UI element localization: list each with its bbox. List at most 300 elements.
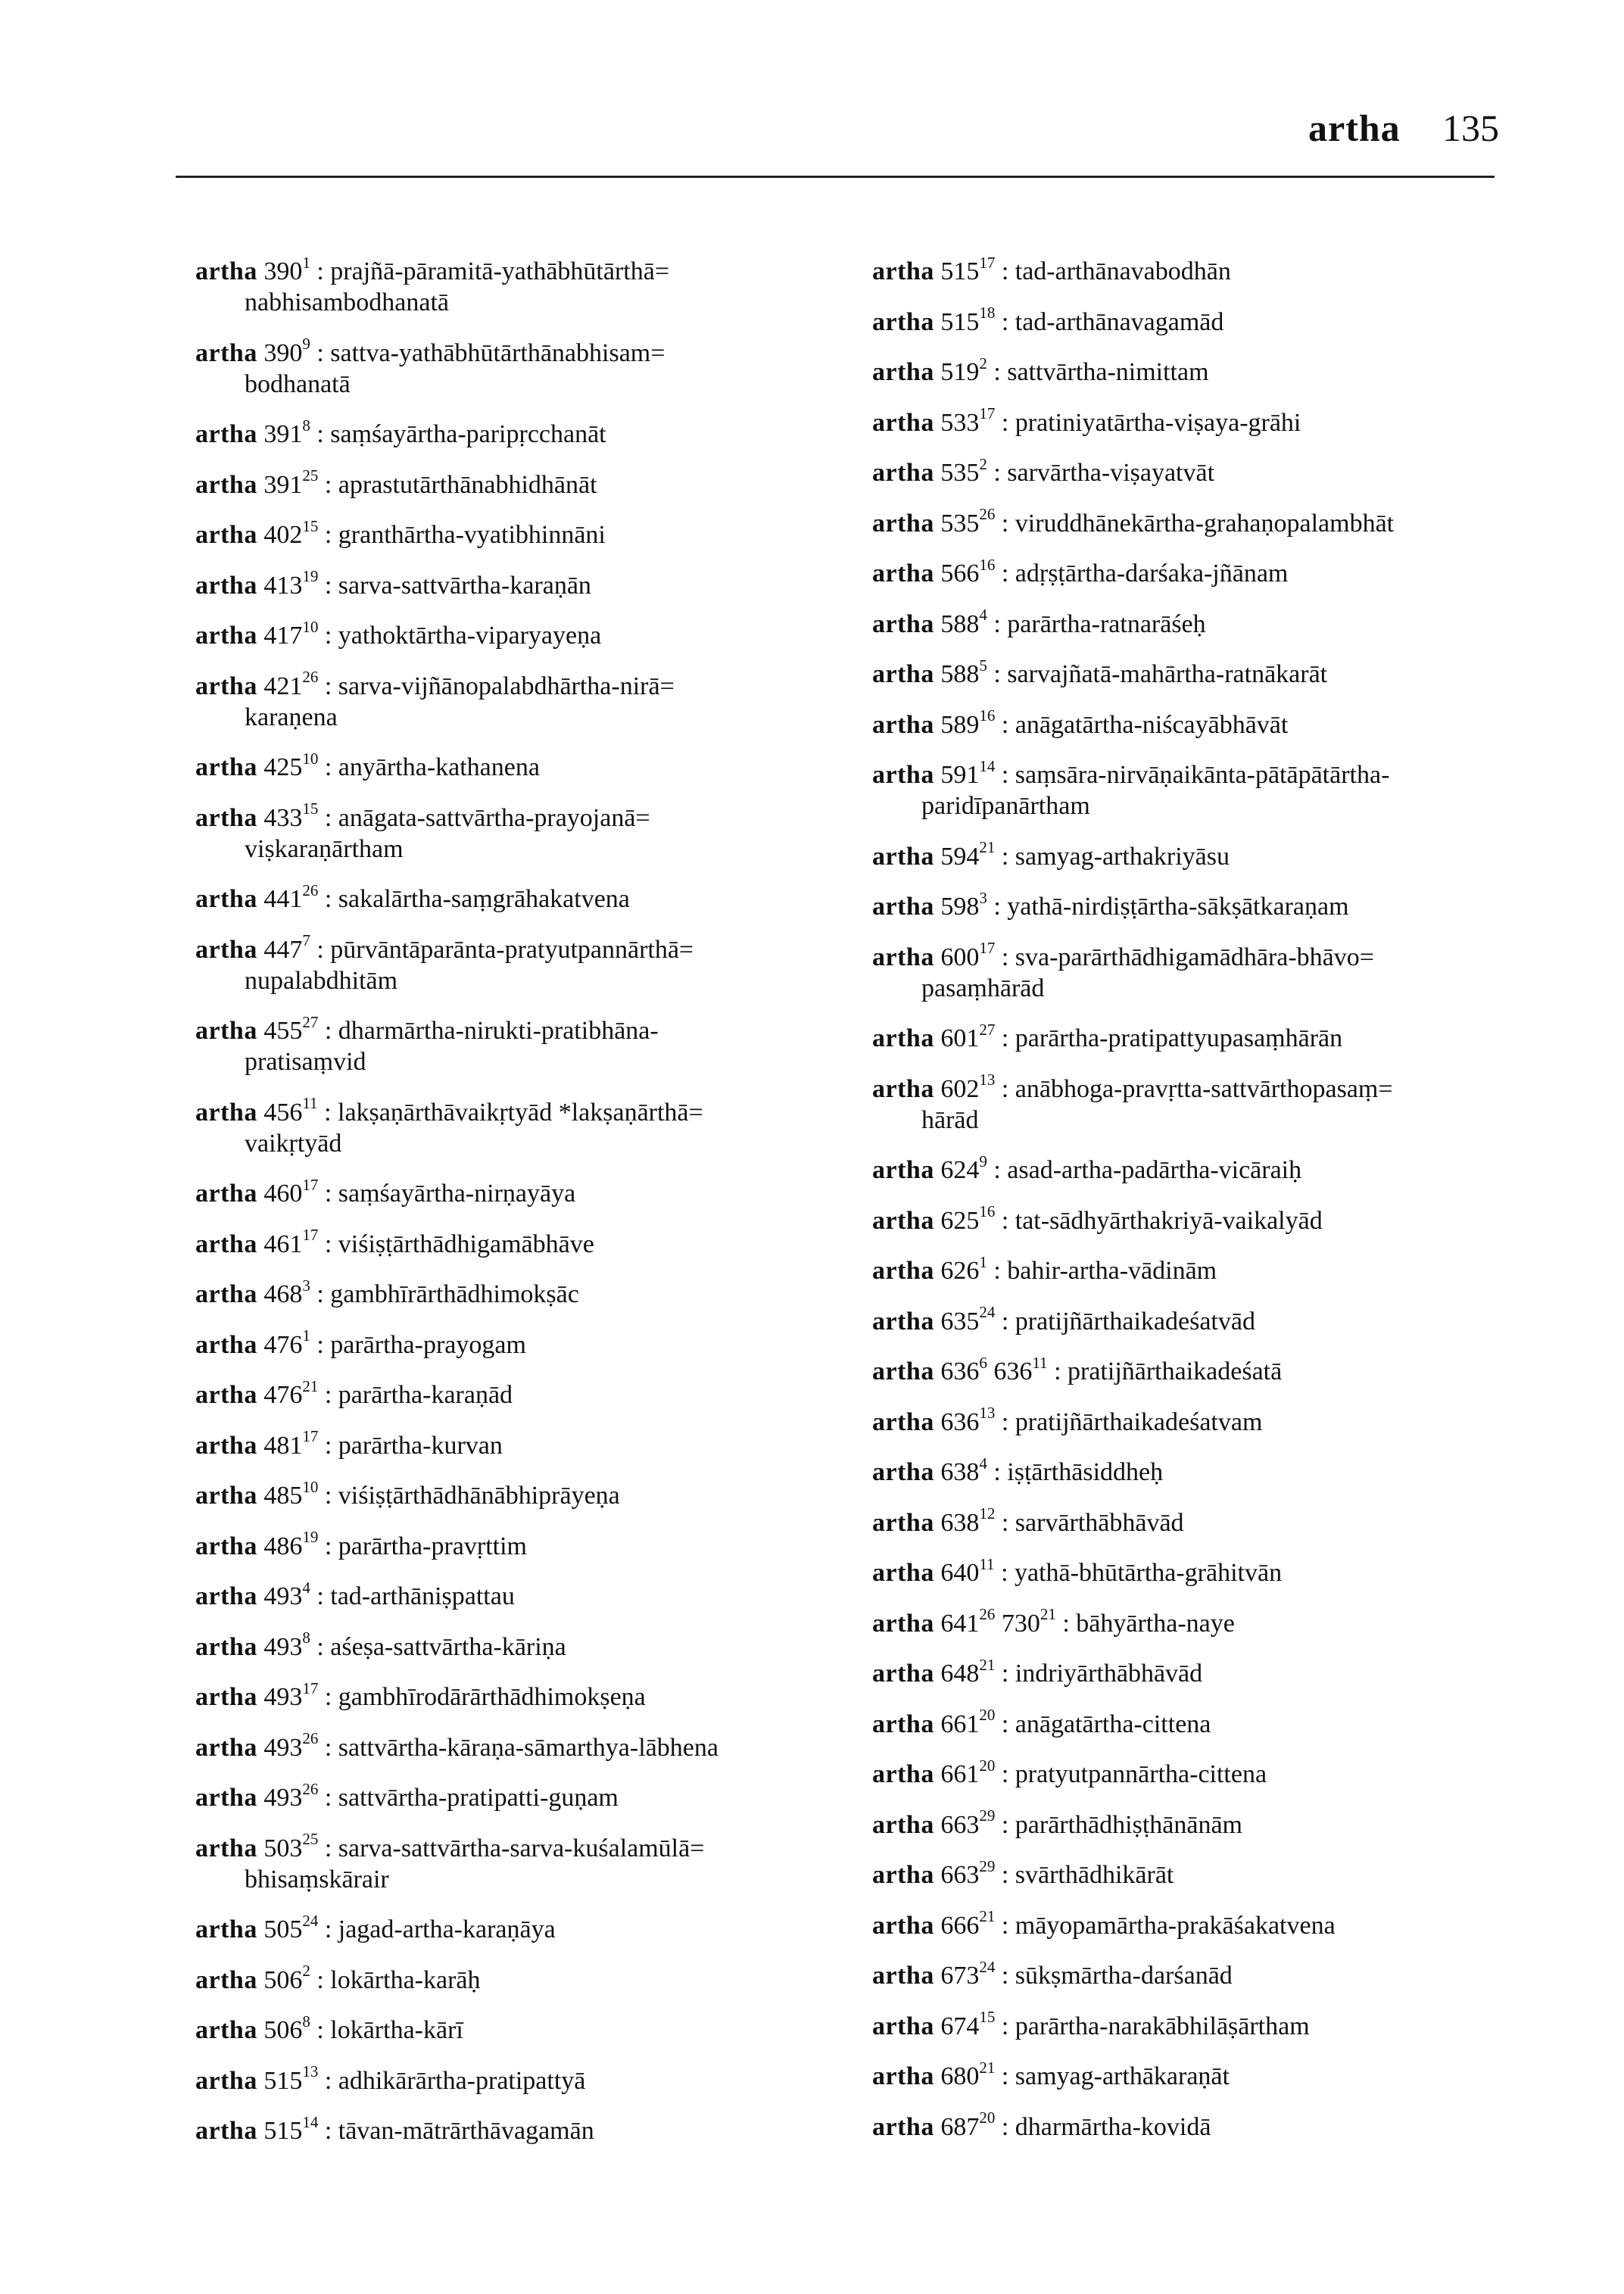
index-entry	[872, 505, 1523, 539]
entry-page-ref: 626	[940, 1257, 980, 1285]
entry-line	[872, 1252, 1523, 1286]
index-entry	[195, 516, 862, 550]
entry-headword: artha	[195, 1017, 257, 1045]
entry-text: : anāgatārtha-cittena	[995, 1710, 1211, 1738]
entry-line	[195, 2062, 862, 2096]
entry-line-ref: 27	[302, 1012, 319, 1031]
entry-line-ref: 5	[979, 656, 987, 675]
entry-headword: artha	[872, 710, 934, 739]
entry-text: : sūkṣmārtha-darśanād	[995, 1962, 1233, 1990]
entry-line-ref: 15	[302, 799, 319, 818]
index-entry	[872, 838, 1523, 872]
entry-line	[195, 253, 862, 287]
entry-text: : asad-artha-padārtha-vicāraiḥ	[987, 1156, 1302, 1184]
entry-line-ref: 2	[302, 1962, 310, 1981]
entry-line-ref: 21	[1040, 1605, 1056, 1624]
entry-headword: artha	[195, 1180, 257, 1208]
entry-line-ref: 21	[979, 1655, 996, 1674]
entry-page-ref: 636	[940, 1357, 980, 1385]
entry-line	[195, 1678, 862, 1713]
entry-headword: artha	[872, 257, 934, 285]
entry-text: : anyārtha-kathanena	[318, 753, 540, 781]
entry-text: : samyag-arthakriyāsu	[995, 842, 1230, 871]
entry-line-ref: 24	[302, 1911, 319, 1930]
entry-line	[872, 2109, 1523, 2143]
entry-page-ref: 493	[263, 1632, 303, 1661]
entry-headword: artha	[872, 2012, 934, 2040]
index-entry	[195, 1376, 862, 1410]
entry-page-ref: 602	[940, 1074, 980, 1103]
index-entry	[872, 354, 1523, 388]
entry-line	[872, 454, 1523, 488]
entry-page-ref: 505	[263, 1915, 303, 1943]
entry-text: : sattvārtha-nimittam	[987, 358, 1209, 386]
index-entry	[195, 931, 862, 996]
entry-page-ref: 591	[940, 761, 980, 789]
entry-line	[195, 466, 862, 500]
entry-line	[872, 1554, 1523, 1588]
entry-line	[872, 1957, 1523, 1991]
entry-line-ref: 26	[302, 881, 319, 899]
entry-page-ref: 425	[263, 753, 303, 781]
entry-headword: artha	[872, 660, 934, 688]
index-entry	[195, 567, 862, 601]
entry-line-ref: 9	[302, 335, 310, 354]
entry-page-ref: 390	[263, 257, 303, 285]
entry-text: : saṃśayārtha-paripṛcchanāt	[310, 420, 606, 448]
index-entry	[872, 1756, 1523, 1790]
entry-page-ref: 476	[263, 1381, 303, 1409]
entry-continuation: nupalabdhitām	[245, 966, 398, 995]
index-entry	[195, 2112, 862, 2146]
entry-line-ref: 6	[979, 1353, 987, 1372]
entry-line	[195, 516, 862, 550]
entry-headword: artha	[872, 1024, 934, 1052]
entry-line	[872, 1454, 1523, 1488]
entry-page-ref: 598	[940, 893, 980, 921]
entry-line	[872, 1907, 1523, 1941]
entry-page-ref: 588	[940, 660, 980, 688]
entry-line-ref: 17	[979, 939, 996, 958]
entry-line-ref: 25	[302, 466, 319, 485]
entry-headword: artha	[195, 1733, 257, 1762]
index-entry	[872, 1605, 1523, 1639]
entry-page-ref: 638	[940, 1508, 980, 1537]
entry-page-ref: 674	[940, 2012, 980, 2040]
entry-line	[195, 1477, 862, 1511]
index-entry	[195, 1427, 862, 1461]
entry-line	[195, 668, 862, 702]
entry-line-ref: 26	[979, 1605, 996, 1624]
entry-line-ref: 16	[979, 1202, 996, 1221]
entry-line	[872, 253, 1523, 287]
entry-line-ref: 20	[979, 2109, 996, 2127]
entry-headword: artha	[195, 1582, 257, 1610]
index-entry	[872, 253, 1523, 287]
entry-headword: artha	[872, 358, 934, 386]
entry-text: : svārthādhikārāt	[995, 1861, 1174, 1889]
index-entry	[872, 454, 1523, 488]
entry-headword: artha	[872, 1407, 934, 1436]
entry-page-ref: 519	[940, 358, 980, 386]
entry-line	[195, 1226, 862, 1260]
entry-page-ref: 673	[940, 1962, 980, 1990]
entry-page-ref: 663	[940, 1810, 980, 1839]
entry-line	[872, 606, 1523, 640]
running-head-word: artha	[1308, 107, 1401, 149]
entry-headword: artha	[195, 571, 257, 600]
entry-headword: artha	[195, 338, 257, 367]
index-entry	[195, 1911, 862, 1945]
entry-line-ref: 21	[979, 838, 996, 857]
entry-line-ref: 4	[979, 606, 987, 625]
index-entry	[872, 1020, 1523, 1054]
entry-headword: artha	[872, 842, 934, 871]
entry-text: : parārtha-kurvan	[318, 1431, 503, 1460]
entry-text: : sva-parārthādhigamādhāra-bhāvo=	[995, 943, 1374, 971]
index-entry	[872, 1554, 1523, 1588]
entry-headword: artha	[195, 1834, 257, 1862]
entry-continuation: paridīpanārtham	[921, 792, 1090, 820]
entry-continuation: karaṇena	[245, 703, 338, 731]
index-entry	[195, 749, 862, 783]
entry-page-ref: 433	[263, 803, 303, 832]
entry-headword: artha	[872, 609, 934, 638]
entry-line	[195, 2112, 862, 2146]
entry-line	[872, 304, 1523, 338]
entry-page-ref: 601	[940, 1024, 980, 1052]
entry-continuation: pratisaṃvid	[245, 1048, 366, 1076]
entry-line-ref: 13	[979, 1404, 996, 1423]
entry-line-ref: 8	[302, 2012, 310, 2031]
index-entry	[872, 706, 1523, 740]
entry-headword: artha	[195, 935, 257, 964]
entry-headword: artha	[195, 1632, 257, 1661]
entry-text: : pratijñārthaikadeśatvam	[995, 1407, 1263, 1436]
index-entry	[195, 1578, 862, 1612]
index-entry	[872, 2008, 1523, 2042]
entry-headword: artha	[872, 1660, 934, 1688]
index-entry	[872, 404, 1523, 438]
entry-headword: artha	[872, 2112, 934, 2141]
entry-line	[195, 335, 862, 369]
entry-line	[872, 1504, 1523, 1538]
entry-line-ref: 7	[302, 931, 310, 950]
index-entry	[195, 1962, 862, 1996]
entry-line-ref: 13	[979, 1071, 996, 1089]
entry-page-ref: 486	[263, 1532, 303, 1560]
entry-line	[195, 1376, 862, 1410]
entry-line-ref: 12	[979, 1504, 996, 1523]
entry-headword: artha	[872, 459, 934, 487]
entry-text: : saṃsāra-nirvāṇaikānta-pātāpātārtha-	[995, 761, 1390, 789]
index-entry	[872, 555, 1523, 589]
entry-page-ref: 493	[263, 1733, 303, 1762]
entry-line-ref: 20	[979, 1756, 996, 1775]
index-entry	[195, 799, 862, 865]
entry-line	[195, 1629, 862, 1663]
entry-headword: artha	[195, 420, 257, 448]
index-entry	[872, 656, 1523, 690]
entry-text: : tat-sādhyārthakriyā-vaikalyād	[995, 1206, 1323, 1235]
entry-text: : jagad-artha-karaṇāya	[318, 1915, 556, 1943]
entry-text: : sakalārtha-saṃgrāhakatvena	[318, 885, 630, 913]
entry-headword: artha	[195, 622, 257, 650]
entry-headword: artha	[195, 1280, 257, 1308]
entry-line	[872, 1202, 1523, 1236]
entry-line-ref: 10	[302, 1477, 319, 1496]
index-entry	[195, 1226, 862, 1260]
entry-text: : aśeṣa-sattvārtha-kāriṇa	[310, 1632, 566, 1661]
index-entry	[195, 1094, 862, 1159]
entry-continuation: bodhanatā	[245, 369, 351, 398]
index-entry	[195, 1477, 862, 1511]
entry-line-ref: 13	[302, 2062, 319, 2081]
entry-text: : granthārtha-vyatibhinnāni	[318, 521, 606, 549]
entry-line-ref: 8	[302, 416, 310, 435]
index-entry	[872, 2058, 1523, 2092]
entry-page-ref: 638	[940, 1458, 980, 1486]
entry-line	[872, 1152, 1523, 1186]
entry-text: : parārtha-pravṛttim	[318, 1532, 527, 1560]
entry-line-ref: 17	[302, 1427, 319, 1446]
entry-page-ref: 515	[263, 2117, 303, 2145]
entry-text: : sarva-vijñānopalabdhārtha-nirā=	[318, 672, 675, 700]
entry-line	[872, 404, 1523, 438]
entry-text: : anāgata-sattvārtha-prayojanā=	[318, 803, 650, 832]
entry-page-ref: 447	[263, 935, 303, 964]
index-entry	[872, 1252, 1523, 1286]
entry-text: : viśiṣṭārthādhānābhiprāyeṇa	[318, 1482, 620, 1510]
entry-text: : sattvārtha-kāraṇa-sāmarthya-lābhena	[318, 1733, 718, 1762]
entry-headword: artha	[872, 1074, 934, 1103]
entry-text: : dharmārtha-kovidā	[995, 2112, 1211, 2141]
entry-line	[195, 1094, 862, 1128]
entry-page-ref: 640	[940, 1559, 980, 1587]
entry-page-ref: 390	[263, 338, 303, 367]
entry-page-ref: 624	[940, 1156, 980, 1184]
entry-page-ref: 460	[263, 1180, 303, 1208]
entry-line-ref: 11	[1032, 1353, 1048, 1372]
entry-line	[872, 756, 1523, 790]
entry-headword: artha	[195, 1230, 257, 1258]
entry-text: : parārtha-narakābhilāṣārtham	[995, 2012, 1310, 2040]
entry-text: : anābhoga-pravṛtta-sattvārthopasaṃ=	[995, 1074, 1393, 1103]
entry-line	[195, 1911, 862, 1945]
entry-line	[872, 505, 1523, 539]
entry-line-ref: 17	[979, 253, 996, 272]
entry-page-ref: 666	[940, 1911, 980, 1940]
entry-headword: artha	[872, 761, 934, 789]
entry-text: : yathoktārtha-viparyayeṇa	[318, 622, 602, 650]
entry-text: : pratyutpannārtha-cittena	[995, 1760, 1267, 1788]
entry-text: : parārtha-karaṇād	[318, 1381, 513, 1409]
index-entry	[872, 939, 1523, 1004]
entry-page-ref: 648	[940, 1660, 980, 1688]
index-entry	[872, 1454, 1523, 1488]
entry-line	[872, 838, 1523, 872]
index-entry	[872, 1504, 1523, 1538]
entry-line-ref: 19	[302, 1528, 319, 1547]
header-rule	[176, 176, 1495, 178]
index-entry	[872, 1706, 1523, 1740]
entry-line	[872, 939, 1523, 973]
entry-line-ref: 11	[302, 1094, 318, 1113]
entry-text: : lokārtha-kārī	[310, 2016, 463, 2044]
index-entry	[872, 606, 1523, 640]
index-entry	[872, 1071, 1523, 1136]
index-entry	[195, 881, 862, 915]
entry-line-ref: 2	[979, 454, 987, 473]
entry-line	[195, 881, 862, 915]
entry-headword: artha	[195, 753, 257, 781]
entry-line	[195, 1962, 862, 1996]
entry-line-ref: 1	[302, 1326, 310, 1345]
entry-page-ref: 456	[263, 1098, 303, 1127]
entry-headword: artha	[195, 1482, 257, 1510]
entry-page-ref: 391	[263, 420, 303, 448]
index-entry	[195, 1175, 862, 1209]
entry-page-ref: 588	[940, 609, 980, 638]
entry-page-ref: 468	[263, 1280, 303, 1308]
entry-text: : parārtha-pratipattyupasaṃhārān	[995, 1024, 1343, 1052]
entry-text: : tad-arthānavagamād	[995, 307, 1224, 336]
entry-page-ref: 535	[940, 509, 980, 538]
entry-headword: artha	[872, 1458, 934, 1486]
entry-line-ref: 9	[979, 1152, 987, 1170]
entry-headword: artha	[195, 803, 257, 832]
entry-text: : lakṣaṇārthāvaikṛtyād *lakṣaṇārthā=	[317, 1098, 703, 1127]
entry-headword: artha	[872, 2062, 934, 2090]
index-entry	[195, 1326, 862, 1361]
entry-line	[872, 706, 1523, 740]
entry-headword: artha	[195, 470, 257, 499]
entry-text: : lokārtha-karāḥ	[310, 1965, 481, 1994]
entry-headword: artha	[872, 509, 934, 538]
entry-line-ref: 18	[979, 304, 996, 323]
index-entry	[872, 1303, 1523, 1337]
entry-text: : sarva-sattvārtha-sarva-kuśalamūlā=	[318, 1834, 705, 1862]
entry-text: : samyag-arthākaraṇāt	[995, 2062, 1230, 2090]
entry-line-ref: 26	[302, 1779, 319, 1798]
index-entry	[872, 304, 1523, 338]
entry-line-ref: 21	[979, 2058, 996, 2077]
index-entry	[195, 466, 862, 500]
entry-text: : sarvajñatā-mahārtha-ratnākarāt	[987, 660, 1328, 688]
entry-text: 636	[987, 1357, 1033, 1385]
entry-line-ref: 19	[302, 567, 319, 586]
entry-line	[195, 1830, 862, 1864]
entry-text: : parārtha-prayogam	[310, 1330, 526, 1359]
entry-line	[872, 1856, 1523, 1890]
entry-headword: artha	[195, 2066, 257, 2095]
index-entry	[872, 1957, 1523, 1991]
entry-text: : adṛṣṭārtha-darśaka-jñānam	[995, 559, 1289, 588]
left-column	[195, 253, 862, 2166]
entry-page-ref: 493	[263, 1784, 303, 1812]
index-entry	[872, 2109, 1523, 2143]
entry-text: : aprastutārthānabhidhānāt	[318, 470, 597, 499]
entry-line-ref: 15	[979, 2008, 996, 2027]
entry-line-ref: 29	[979, 1856, 996, 1875]
entry-text: : sattvārtha-pratipatti-guṇam	[318, 1784, 619, 1812]
entry-headword: artha	[872, 1257, 934, 1285]
entry-line-ref: 26	[302, 1729, 319, 1748]
entry-line-ref: 8	[302, 1629, 310, 1647]
entry-text: : adhikārārtha-pratipattyā	[318, 2066, 586, 2095]
entry-line-ref: 21	[979, 1907, 996, 1926]
entry-line-ref: 2	[979, 354, 987, 372]
entry-text: : gambhīrodārārthādhimokṣeṇa	[318, 1683, 646, 1711]
entry-page-ref: 391	[263, 470, 303, 499]
entry-line	[872, 1706, 1523, 1740]
entry-page-ref: 476	[263, 1330, 303, 1359]
entry-line	[195, 567, 862, 601]
entry-line-ref: 3	[302, 1276, 310, 1295]
entry-headword: artha	[872, 943, 934, 971]
entry-headword: artha	[872, 1609, 934, 1638]
entry-page-ref: 535	[940, 459, 980, 487]
index-entry	[195, 1276, 862, 1310]
entry-headword: artha	[872, 307, 934, 336]
index-entry	[195, 617, 862, 651]
entry-text: : tad-arthāniṣpattau	[310, 1582, 515, 1610]
entry-line	[872, 656, 1523, 690]
entry-text: : pratijñārthaikadeśatvād	[995, 1307, 1255, 1336]
entry-text: : sattva-yathābhūtārthānabhisam=	[310, 338, 665, 367]
entry-text: : bāhyārtha-naye	[1055, 1609, 1235, 1638]
entry-headword: artha	[195, 1532, 257, 1560]
entry-page-ref: 641	[940, 1609, 980, 1638]
entry-line	[195, 1729, 862, 1763]
entry-continuation: pasaṃhārād	[921, 974, 1045, 1002]
entry-text: : sarvārtha-viṣayatvāt	[987, 459, 1215, 487]
entry-line-ref: 1	[302, 253, 310, 272]
entry-page-ref: 515	[940, 307, 980, 336]
entry-line	[195, 1012, 862, 1046]
entry-text: : gambhīrārthādhimokṣāc	[310, 1280, 579, 1308]
entry-headword: artha	[195, 2016, 257, 2044]
index-entry	[872, 1404, 1523, 1438]
entry-continuation: viṣkaraṇārtham	[245, 834, 404, 863]
entry-line	[872, 1020, 1523, 1054]
entry-line-ref: 11	[979, 1554, 995, 1573]
entry-page-ref: 600	[940, 943, 980, 971]
entry-line	[195, 416, 862, 450]
index-entry	[195, 1012, 862, 1077]
entry-page-ref: 663	[940, 1861, 980, 1889]
entry-line	[195, 1779, 862, 1813]
entry-text: : pratiniyatārtha-viṣaya-grāhi	[995, 408, 1301, 437]
index-entry	[872, 1353, 1523, 1387]
entry-headword: artha	[872, 1508, 934, 1537]
entry-line-ref: 4	[979, 1454, 987, 1473]
entry-line-ref: 1	[979, 1252, 987, 1271]
entry-line	[872, 888, 1523, 922]
entry-page-ref: 589	[940, 710, 980, 739]
entry-line-ref: 20	[979, 1706, 996, 1725]
entry-line	[195, 1326, 862, 1361]
entry-text: : dharmārtha-nirukti-pratibhāna-	[318, 1017, 659, 1045]
entry-line-ref: 26	[979, 505, 996, 524]
entry-text: 730	[995, 1609, 1040, 1638]
index-entry	[195, 1678, 862, 1713]
entry-line	[195, 799, 862, 834]
entry-text: : anāgatārtha-niścayābhāvāt	[995, 710, 1289, 739]
entry-line	[872, 354, 1523, 388]
entry-line	[195, 1578, 862, 1612]
entry-line-ref: 26	[302, 668, 319, 687]
